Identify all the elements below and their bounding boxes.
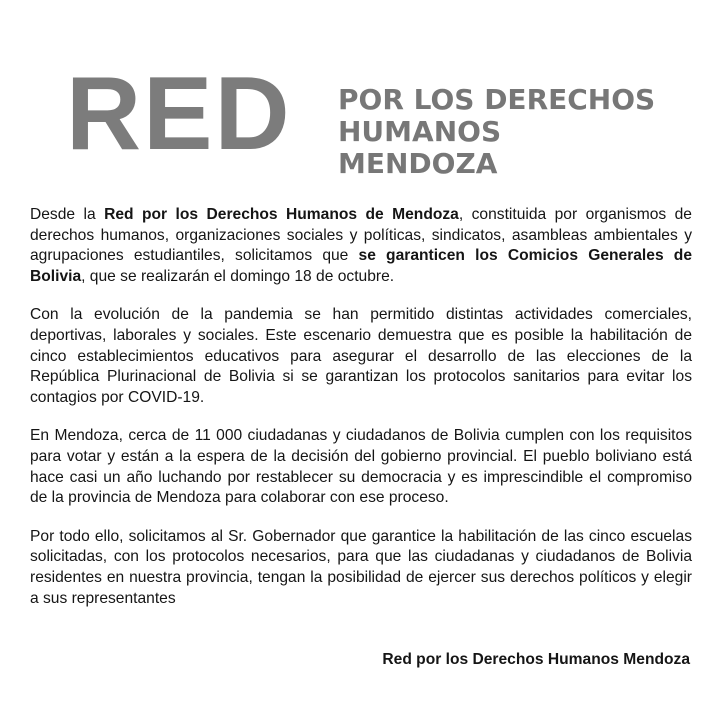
paragraph-3: En Mendoza, cerca de 11 000 ciudadanas y ciudadanos de Bolivia cumplen con los requisitos para votar y están a la espera de la decisión del gobierno provincial. El pueblo boliviano está hace casi un año luchando por restablecer su democracia y es imprescindible el compromiso de la provincia de Mendoza para colaborar con ese proceso. <box>30 427 692 507</box>
paragraph-1-text-a: Desde la <box>30 206 105 223</box>
logo-subtitle-line-1: POR LOS DERECHOS <box>338 83 656 116</box>
header-logo <box>0 0 720 200</box>
logo-subtitle <box>338 84 658 180</box>
paragraph-2: Con la evolución de la pandemia se han permitido distintas actividades comerciales, deportivas, laborales y sociales. Este escenario demuestra que es posible la habilitación de cinco establecimientos educativos para asegurar el desarrollo de las elecciones de la República Plurinacional de Bolivia si se garantizan los protocolos sanitarios para evitar los contagios por COVID-19. <box>30 306 692 406</box>
paragraph-1-demand: se garanticen los Comicios Generales de Bolivia <box>30 247 692 285</box>
paragraph-4: Por todo ello, solicitamos al Sr. Gobernador que garantice la habilitación de las cinco escuelas solicitadas, con los protocolos necesarios, para que las ciudadanas y ciudadanos de Bolivia residentes en nuestra provincia, tengan la posibilidad de ejercer sus derechos políticos y elegir a sus representantes <box>30 527 692 607</box>
paragraph-1-text-c: , que se realizarán el domingo 18 de octubre. <box>81 267 395 285</box>
logo-subtitle-line-3: MENDOZA <box>338 147 498 180</box>
paragraph-1-org-name: Red por los Derechos Humanos de Mendoza <box>104 206 459 223</box>
statement-body <box>30 205 692 627</box>
paragraph-1 <box>30 205 692 287</box>
signature: Red por los Derechos Humanos Mendoza <box>382 651 690 668</box>
paragraph-1-text-b: , constituida por organismos de derechos humanos, organizaciones sociales y políticas, sindicatos, asambleas ambientales y agrupaciones estudiantiles, solicitamos que <box>30 206 692 265</box>
logo-subtitle-line-2: HUMANOS <box>338 115 502 148</box>
logo-red-wordmark: RED <box>66 56 292 172</box>
